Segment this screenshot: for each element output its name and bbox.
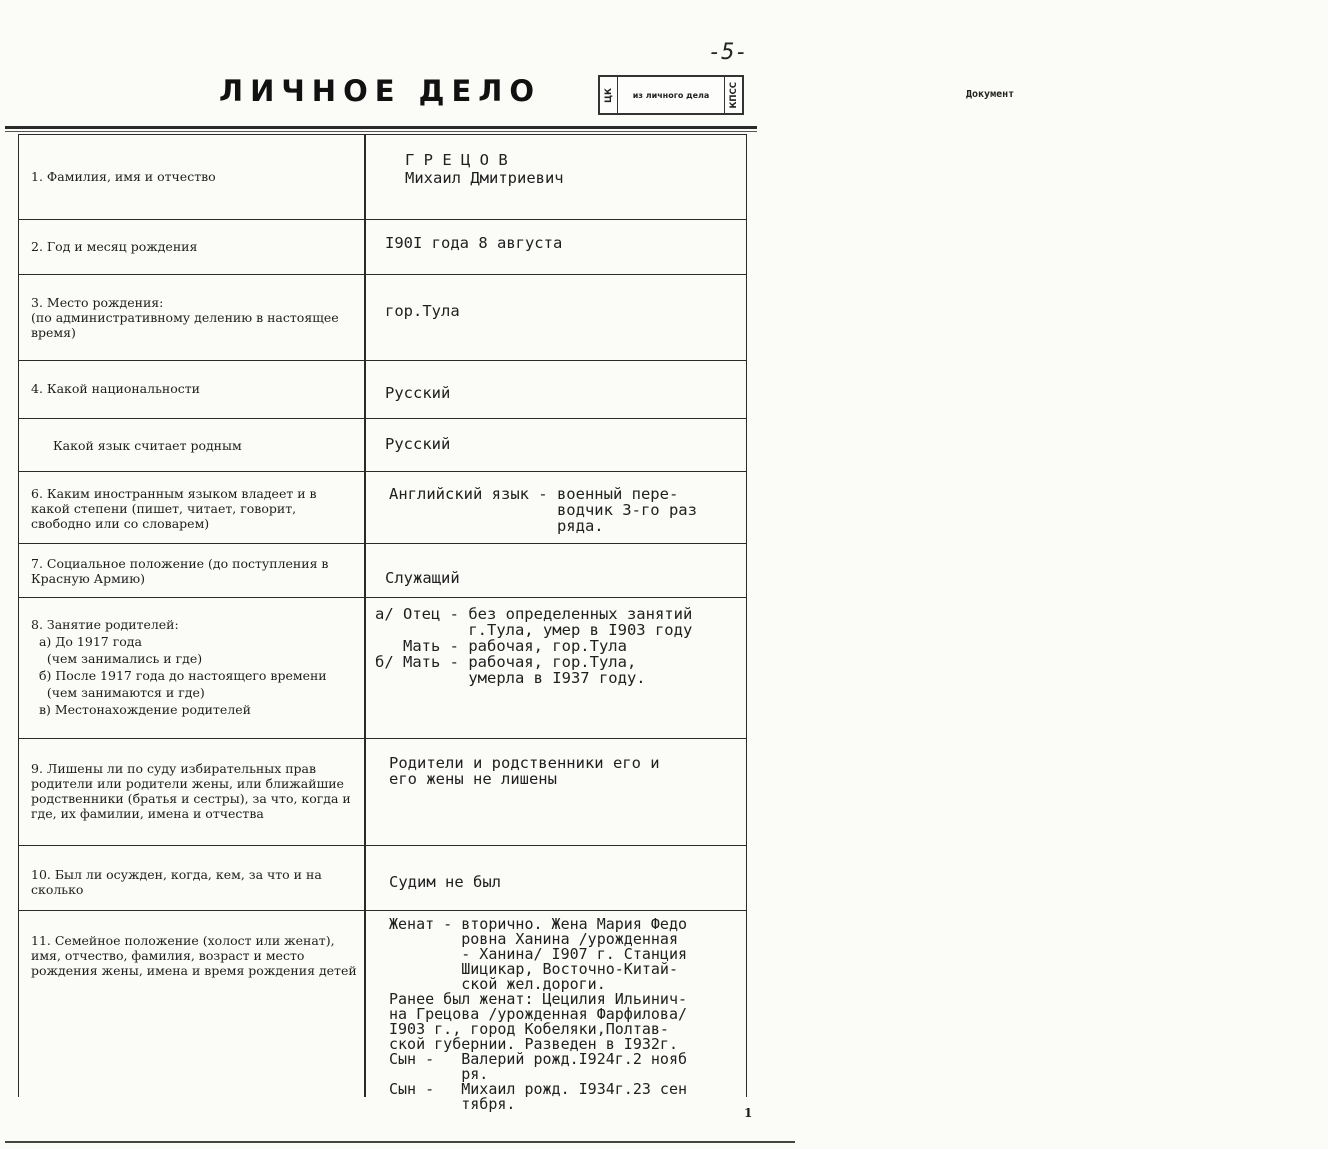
bottom-rule [5,1141,795,1143]
answer-text: Г Р Е Ц О В Михаил Дмитриевич [405,151,564,187]
form-row-family-status [19,911,746,1113]
answer-text: Родители и родственники его и его жены не лишены [389,754,660,788]
form-row-convictions [19,846,746,911]
question-label: 4. Какой национальности [31,381,200,396]
document-title: ЛИЧНОЕ ДЕЛО [219,74,541,108]
top-rule [5,126,757,129]
answer-text: I90I года 8 августа [385,234,563,252]
form-row-birthdate [19,220,746,275]
question-label: 2. Год и месяц рождения [31,239,198,254]
form-row-birthplace [19,275,746,361]
answer-text: Английский язык - военный пере- водчик 3-го раз ряда. [389,485,697,535]
answer-text: Русский [385,435,451,453]
question-label: 8. Занятие родителей: а) До 1917 года (чем занимались и где) б) После 1917 года до настоящего времени (чем занимаются и где) в) Местонахождение родителей [31,617,327,717]
page-mark: 1 [744,1106,753,1120]
stamp-center: Документ из личного дела [632,89,1015,100]
top-rule-thin [5,131,757,132]
answer-text: Женат - вторично. Жена Мария Федо ровна Ханина /урожденная - Ханина/ I907 г. Станция Шицикар, Восточно-Китай- ской жел.дороги. Ранее был женат: Цецилия Ильинич- на Грецова /урожденная Фарфилова/ I903 г., город Кобеляки,Полтав- ской губернии. Разведен в I932г. Сын - Валерий рожд.I924г.2 нояб ря. Сын - Михаил рожд. I934г.23 сен тября. [389,915,688,1113]
form-row-social-status [19,544,746,598]
form-row-voting-rights [19,739,746,846]
answer-text: а/ Отец - без определенных занятий г.Тула, умер в I903 году Мать - рабочая, гор.Тула б/ Мать - рабочая, гор.Тула, умерла в I937 году. [375,605,693,687]
question-label: 1. Фамилия, имя и отчество [31,169,216,184]
answer-text: гор.Тула [385,302,460,320]
question-label: 7. Социальное положение (до поступления в Красную Армию) [31,556,329,586]
question-label: 6. Каким иностранным языком владеет и в какой степени (пишет, читает, говорит, свободно или со словарем) [31,486,317,531]
form-row-foreign-language [19,472,746,544]
archive-stamp [598,75,1015,115]
question-label: 10. Был ли осужден, когда, кем, за что и на сколько [31,867,322,897]
question-label: 11. Семейное положение (холост или женат), имя, отчество, фамилия, возраст и место рождения жены, имена и время рождения детей [31,933,357,978]
answer-text: Русский [385,384,451,402]
page-number: -5- [708,40,748,65]
form-row-name [19,135,746,220]
form-row-nationality [19,361,746,419]
personal-file-form [18,134,747,1113]
answer-text: Судим не был [389,873,501,891]
form-row-native-language [19,419,746,472]
question-label: 3. Место рождения: (по административному делению в настоящее время) [31,295,339,340]
stamp-right: КПСС [724,77,742,113]
form-row-parents [19,598,746,739]
question-label: 9. Лишены ли по суду избирательных прав родители или родители жены, или ближайшие родственники (братья и сестры), за что, когда и где, их фамилии, имена и отчества [31,761,351,821]
answer-text: Служащий [385,569,460,587]
question-label: Какой язык считает родным [53,438,242,453]
stamp-left: ЦК [600,77,618,113]
